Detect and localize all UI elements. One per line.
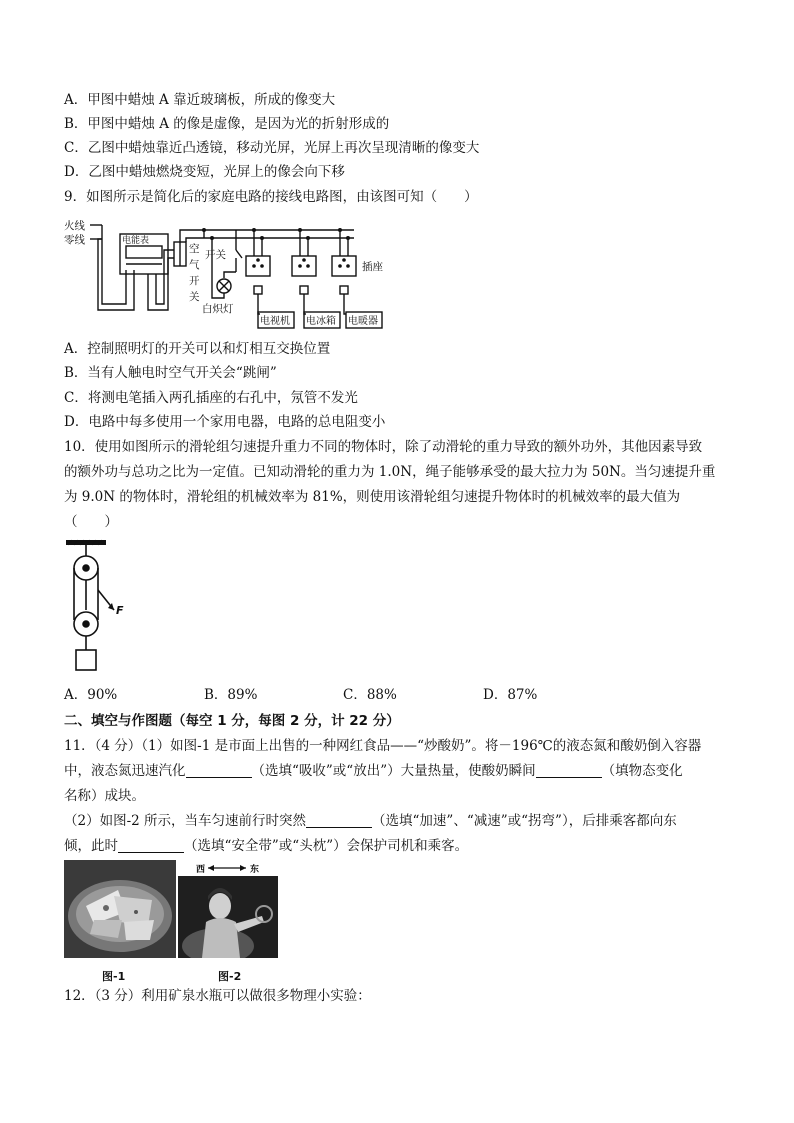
q11-part2-line-2 <box>64 835 468 857</box>
answer-blank-1[interactable] <box>186 763 252 778</box>
q9-option-d: D．电路中每多使用一个家用电器，电路的总电阻变小 <box>64 414 386 430</box>
answer-blank-3[interactable] <box>306 813 372 828</box>
q11-part1-line-2 <box>64 760 683 782</box>
q10-stem-line-4: （ ） <box>64 514 118 530</box>
q11-part2-text-a: （2）如图-2 所示，当车匀速前行时突然 <box>64 813 307 829</box>
fire-wire-label: 火线 <box>64 220 85 232</box>
circuit-diagram <box>64 212 394 334</box>
neutral-wire-label: 零线 <box>64 234 85 246</box>
air-switch-label-4: 关 <box>189 291 200 303</box>
air-switch-label-3: 开 <box>189 275 200 287</box>
q10-option-d: D．87% <box>483 687 538 703</box>
q9-option-a: A．控制照明灯的开关可以和灯相互交换位置 <box>64 341 331 357</box>
appliance-fridge: 电冰箱 <box>306 316 336 327</box>
q9-option-b: B．当有人触电时空气开关会“跳闸” <box>64 365 277 381</box>
q9-stem: 9．如图所示是简化后的家庭电路的接线电路图，由该图可知（ ） <box>64 189 478 205</box>
q11-part1-line-1: 11．（4 分）（1）如图-1 是市面上出售的一种网红食品——“炒酸奶”。将－196℃的液态氮和酸奶倒入容器 <box>64 738 702 754</box>
q11-part2-text-d: （选填“安全带”或“头枕”）会保护司机和乘客。 <box>184 838 469 854</box>
east-label: 东 <box>250 865 260 875</box>
switch-label: 开关 <box>205 249 226 261</box>
q10-stem-line-3: 为 9.0N 的物体时，滑轮组的机械效率为 81%，则使用该滑轮组匀速提升物体时的机械效率的最大值为 <box>64 489 681 505</box>
figure-1-caption: 图-1 <box>102 970 126 983</box>
car-figure <box>178 860 278 958</box>
q11-part1-text-b: （选填“吸收”或“放出”）大量热量，使酸奶瞬间 <box>251 763 536 779</box>
q11-part1-text-c: （填物态变化 <box>601 763 683 779</box>
q8-option-d: D．乙图中蜡烛燃烧变短，光屏上的像会向下移 <box>64 164 345 180</box>
appliance-tv: 电视机 <box>260 316 290 327</box>
q10-stem-line-2: 的额外功与总功之比为一定值。已知动滑轮的重力为 1.0N，绳子能够承受的最大拉力为 50N。当匀速提升重 <box>64 464 716 480</box>
answer-blank-2[interactable] <box>536 763 602 778</box>
q12-stem: 12．（3 分）利用矿泉水瓶可以做很多物理小实验： <box>64 988 371 1004</box>
q8-option-a: A．甲图中蜡烛 A 靠近玻璃板，所成的像变大 <box>64 92 336 108</box>
appliance-heater: 电暖器 <box>348 316 378 327</box>
car-passenger-photo <box>178 876 278 958</box>
q11-part1-line-3: 名称）成块。 <box>64 788 145 804</box>
q11-part2-line-1 <box>64 810 677 832</box>
meter-label: 电能表 <box>122 236 150 246</box>
air-switch-label-2: 气 <box>189 259 200 271</box>
west-label: 西 <box>196 865 206 875</box>
q10-option-a: A．90% <box>64 687 118 703</box>
pulley-diagram <box>64 538 144 680</box>
q10-option-c: C．88% <box>343 687 397 703</box>
force-label: F <box>116 604 124 617</box>
q9-option-c: C．将测电笔插入两孔插座的右孔中，氖管不发光 <box>64 390 358 406</box>
lamp-label: 白炽灯 <box>202 303 234 315</box>
q11-part1-text-a: 中，液态氮迅速汽化 <box>64 763 186 779</box>
section-2-heading: 二、填空与作图题（每空 1 分，每图 2 分，计 22 分） <box>64 713 400 729</box>
answer-blank-4[interactable] <box>118 838 184 853</box>
air-switch-label-1: 空 <box>189 243 200 255</box>
socket-label: 插座 <box>362 261 383 273</box>
figure-2-caption: 图-2 <box>218 970 242 983</box>
q11-part2-text-b: （选填“加速”、“减速”或“拐弯”），后排乘客都向东 <box>372 813 677 829</box>
q10-option-b: B．89% <box>204 687 258 703</box>
q8-option-c: C．乙图中蜡烛靠近凸透镜，移动光屏，光屏上再次呈现清晰的像变大 <box>64 140 480 156</box>
q10-stem-line-1: 10．使用如图所示的滑轮组匀速提升重力不同的物体时，除了动滑轮的重力导致的额外功外，其他因素导致 <box>64 439 703 455</box>
q11-part2-text-c: 倾，此时 <box>64 838 118 854</box>
fried-yogurt-photo <box>64 860 176 958</box>
q8-option-b: B．甲图中蜡烛 A 的像是虚像，是因为光的折射形成的 <box>64 116 390 132</box>
